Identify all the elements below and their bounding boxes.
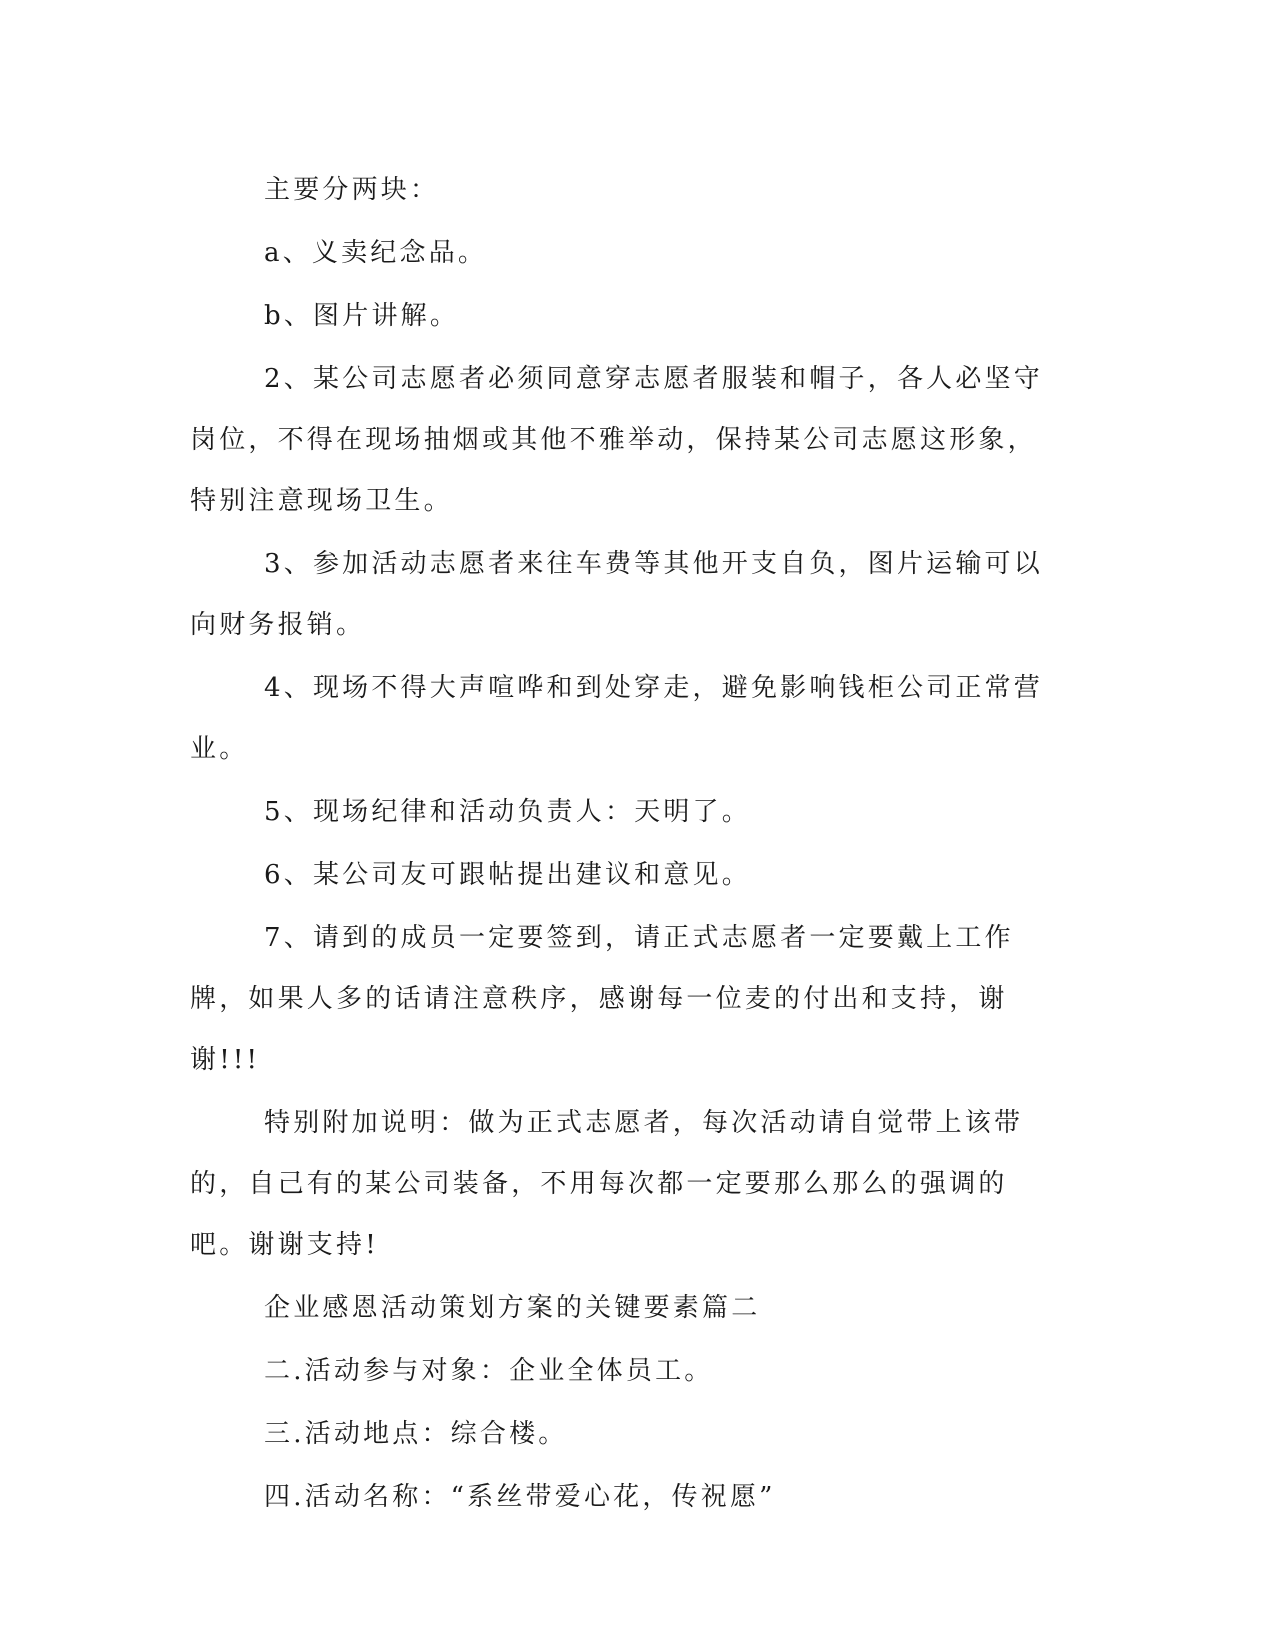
paragraph-special-note: 特别附加说明：做为正式志愿者，每次活动请自觉带上该带的，自己有的某公司装备，不用每次都一定要那么那么的强调的吧。谢谢支持! — [190, 1108, 1024, 1260]
paragraph-activity-name: 四.活动名称：“系丝带爱心花，传祝愿” — [264, 1482, 776, 1512]
paragraph-item-4: 4、现场不得大声喧哗和到处穿走，避免影响钱柜公司正常营业。 — [190, 673, 1043, 764]
paragraph-item-2: 2、某公司志愿者必须同意穿志愿者服装和帽子，各人必坚守岗位，不得在现场抽烟或其他不雅举动，保持某公司志愿这形象，特别注意现场卫生。 — [190, 364, 1043, 516]
paragraph-intro: 主要分两块： — [264, 175, 440, 205]
paragraph-location: 三.活动地点：综合楼。 — [264, 1419, 568, 1449]
document-body — [190, 160, 1062, 1530]
section-heading: 企业感恩活动策划方案的关键要素篇二 — [264, 1293, 761, 1323]
list-item-b: b、图片讲解。 — [264, 301, 460, 331]
paragraph-item-3: 3、参加活动志愿者来往车费等其他开支自负，图片运输可以向财务报销。 — [190, 549, 1043, 640]
paragraph-item-5: 5、现场纪律和活动负责人：天明了。 — [264, 797, 751, 827]
list-item-a: a、义卖纪念品。 — [264, 238, 488, 268]
paragraph-participants: 二.活动参与对象：企业全体员工。 — [264, 1356, 714, 1386]
paragraph-item-7: 7、请到的成员一定要签到，请正式志愿者一定要戴上工作牌，如果人多的话请注意秩序，感谢每一位麦的付出和支持，谢谢!!! — [190, 923, 1014, 1075]
paragraph-item-6: 6、某公司友可跟帖提出建议和意见。 — [264, 860, 751, 890]
